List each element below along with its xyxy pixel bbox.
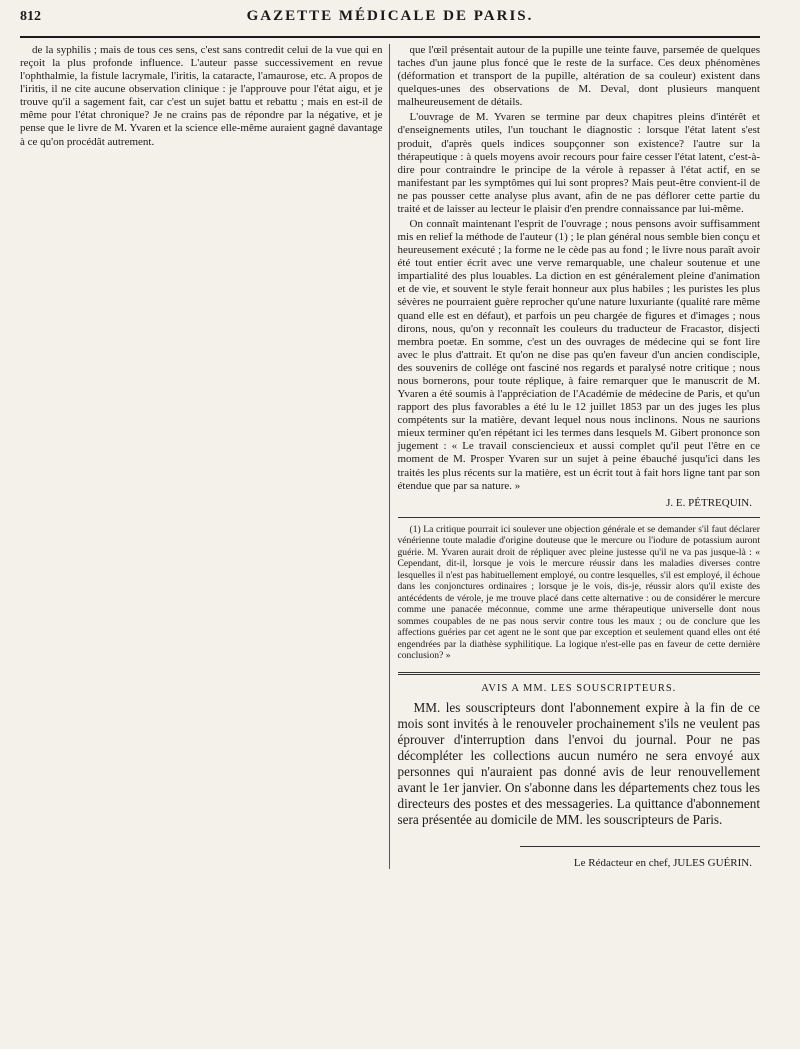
footnote: (1) La critique pourrait ici soulever une objection générale et se demander s'il faut déclarer vénérienne toute maladie d'origine douteuse que le mercure ou l'iodure de potassium auront guérie. M. Yvaren aurait droit de répliquer avec pleine justesse qu'il ne va pas jusque-là : « Cependant, dit-il, lorsque je vois le mercure réussir dans les maladies diverses contre lesquelles il n'est pas habituellement employé, ou contre lesquelles, s'il est employé, il échoue dans les conjonctures ordinaires ; lorsque je le vois, dis-je, réussir alors qu'il existe des antécédents de vérole, je me trouve placé dans cette alternative : ou de considérer le mercure comme une panacée méconnue, comme une arme thérapeutique universelle dont nous sommes coupables de ne pas nous servir contre tous les maux ; ou de conclure que les affections guéries par cet agent ne le sont que par exception et seulement quand elles ont été engendrées par la diathèse syphilitique. La logique n'est-elle pas en faveur de cette dernière conclusion? » (397, 523, 760, 662)
right-paragraph: On connaît maintenant l'esprit de l'ouvrage ; nous pensons avoir suffisamment mis en relief la méthode de l'auteur (1) ; le plan général nous semble bien conçu et heureusement exécuté ; la forme ne le cède pas au fond ; le livre nous paraît avoir été tout entier écrit avec une verve remarquable, une chaleur soutenue et une impartialité des plus louables. La diction en est généralement pleine d'animation et de vie, et souvent le style ferait honneur aux plus habiles ; les puristes les plus sévères ne pourraient guère reprocher qu'une nature luxuriante (qualité rare même quand elle est en défaut), et parfois un peu chargée de figures et d'images ; nous dirons, nous, qu'on y reconnaît les couleurs du traducteur de Fracastor, disjecti membra poetæ. En somme, c'est un des ouvrages de médecine qui se font lire avec le plus d'attrait. Et qu'on ne dise pas qu'en faveur d'un ancien condisciple, des souvenirs de collége ont fasciné nos regards et paralysé notre critique ; nous nous bornerons, pour toute réplique, à faire remarquer que le manuscrit de M. Yvaren a été soumis à l'appréciation de l'Académie de médecine de Paris, et qu'un rapport des plus favorables a été lu le 12 juillet 1853 par un des juges les plus compétents sur la matière, devant lequel nous nous inclinons. Nous ne saurions mieux terminer qu'en répétant ici les termes dans lesquels M. Gibert prononce son jugement : « Le travail consciencieux et aussi complet qu'il peut l'être en ce moment de M. Prosper Yvaren sur un sujet à peine ébauché jusqu'ici dans les traités les plus récents sur la matière, est un écrit tout à fait hors ligne tant par son étendue que par sa nature. » (397, 218, 760, 492)
notice-body: MM. les souscripteurs dont l'abonnement expire à la fin de ce mois sont invités à le renouveler prochainement s'ils ne veulent pas éprouver d'interruption dans l'envoi du journal. Pour ne pas décompléter les collections aucun numéro ne sera envoyé aux personnes qui n'auraient pas donné avis de leur renouvellement avant le 1er janvier. On s'abonne dans les départements chez tous les directeurs des postes et des messageries. La quittance d'abonnement sera présentée au domicile de MM. les souscripteurs de Paris. (397, 699, 760, 828)
journal-title: GAZETTE MÉDICALE DE PARIS. (246, 8, 534, 24)
right-paragraph: que l'œil présentait autour de la pupille une teinte fauve, parsemée de quelques taches d'un jaune plus foncé que le reste de la surface. Ces deux phénomènes (déformation et transport de la pupille, altération de sa couleur) existent dans quelques-unes des observations de M. Deval, dont plusieurs manquent malheureusement de détails. (397, 44, 760, 109)
columns (20, 44, 760, 869)
closing-rule (520, 846, 760, 847)
footnote-divider (398, 517, 761, 518)
right-paragraph: L'ouvrage de M. Yvaren se termine par deux chapitres pleins d'intérêt et d'enseignements utiles, l'un touchant le diagnostic : lorsque l'état latent s'est produit, d'après quels indices soupçonner son existence? l'autre sur la thérapeutique : à quels moyens avoir recours pour faire cesser l'état latent, c'est-à-dire pour contraindre le principe de la vérole à repasser à l'état actif, en se manifestant par les symptômes qui lui sont propres? Mais peut-être convient-il de ne pas pousser cette analyse plus avant, afin de ne pas déflorer cette partie du traité et de laisser au lecteur le plaisir d'en prendre connaissance par lui-même. (397, 111, 760, 215)
notice-title: AVIS A MM. LES SOUSCRIPTEURS. (481, 682, 677, 694)
section-divider (398, 672, 761, 675)
page-header (20, 8, 760, 38)
right-column (398, 44, 761, 869)
left-paragraph: de la syphilis ; mais de tous ces sens, c'est sans contredit celui de la vue qui en reçoit la plus profonde influence. L'auteur passe successivement en revue l'ophthalmie, la fistule lacrymale, l'iritis, la cataracte, l'amaurose, etc. A propos de l'iritis, il ne cite aucune observation clinique : je l'approuve pour l'état aigu, et je trouve qu'il a sagement fait, car c'est un sujet battu et rebattu ; mais en est-il de même pour l'état chronique? Je ne crains pas de répondre par la négative, et je pense que le livre de M. Yvaren et la science elle-même auraient gagné davantage à ce qu'on procédât autrement. (20, 44, 383, 148)
left-column (20, 44, 390, 869)
editor-signature: Le Rédacteur en chef, JULES GUÉRIN. (573, 857, 752, 870)
page-number: 812 (20, 9, 41, 24)
article-signature: J. E. PÉTREQUIN. (666, 496, 752, 509)
